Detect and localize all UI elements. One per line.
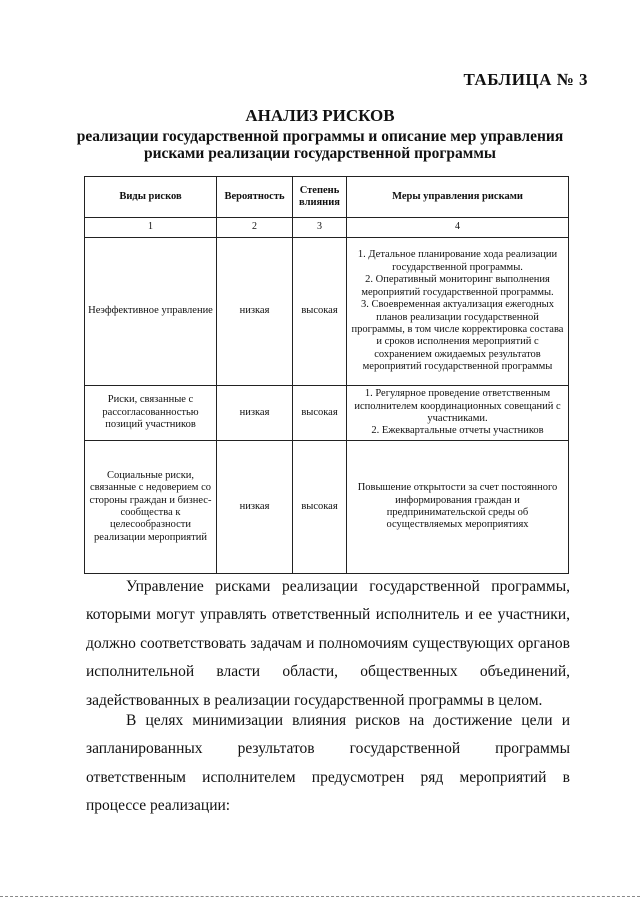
impact-cell: высокая xyxy=(293,238,347,386)
column-number: 3 xyxy=(293,218,347,238)
page-title: АНАЛИЗ РИСКОВ xyxy=(245,106,395,125)
probability-cell: низкая xyxy=(217,238,293,386)
impact-cell: высокая xyxy=(293,441,347,574)
table-row xyxy=(85,238,569,386)
column-number: 4 xyxy=(347,218,569,238)
column-number: 2 xyxy=(217,218,293,238)
column-number: 1 xyxy=(85,218,217,238)
probability-cell: низкая xyxy=(217,441,293,574)
measures-cell: Повышение открытости за счет постоянного информирования граждан и предпринимательской среды об осуществляемых мероприятиях xyxy=(347,441,569,574)
table-number-label: ТАБЛИЦА № 3 xyxy=(463,70,588,89)
table-row xyxy=(85,386,569,441)
body-paragraph: Управление рисками реализации государственной программы, которыми могут управлять ответственный исполнитель и ее участники, должно соответствовать задачам и полномочиям существующих органов исполнительной власти области, общественных объединений, задействованных в реализации государственной программы в целом. xyxy=(86,578,570,709)
measures-cell: 1. Регулярное проведение ответственным исполнителем координационных совещаний с участниками. 2. Ежеквартальные отчеты участников xyxy=(347,386,569,441)
risk-type-cell: Риски, связанные с рассогласованностью позиций участников xyxy=(85,386,217,441)
risk-type-cell: Неэффективное управление xyxy=(85,238,217,386)
risk-type-cell: Социальные риски, связанные с недоверием со стороны граждан и бизнес-сообщества к целесообразности реализации мероприятий xyxy=(85,441,217,574)
header-risk-type: Виды рисков xyxy=(85,177,217,218)
page-bottom-divider xyxy=(0,896,640,897)
header-measures: Меры управления рисками xyxy=(347,177,569,218)
page-subtitle: реализации государственной программы и описание мер управления рисками реализации государственной программы xyxy=(76,128,564,162)
impact-cell: высокая xyxy=(293,386,347,441)
body-paragraph: В целях минимизации влияния рисков на достижение цели и запланированных результатов государственной программы ответственным исполнителем предусмотрен ряд мероприятий в процессе реализации: xyxy=(86,712,570,815)
table-row xyxy=(85,441,569,574)
probability-cell: низкая xyxy=(217,386,293,441)
header-impact: Степень влияния xyxy=(293,177,347,218)
header-probability: Вероятность xyxy=(217,177,293,218)
column-number-row xyxy=(85,218,569,238)
measures-cell: 1. Детальное планирование хода реализации государственной программы. 2. Оперативный мониторинг выполнения мероприятий государственной программы. 3. Своевременная актуализация ежегодных планов реализации государственной программы, в том числе корректировка состава и сроков исполнения мероприятий с сохранением ожидаемых результатов мероприятий государственной программы xyxy=(347,238,569,386)
table-header-row xyxy=(85,177,569,218)
risk-analysis-table xyxy=(84,176,569,574)
